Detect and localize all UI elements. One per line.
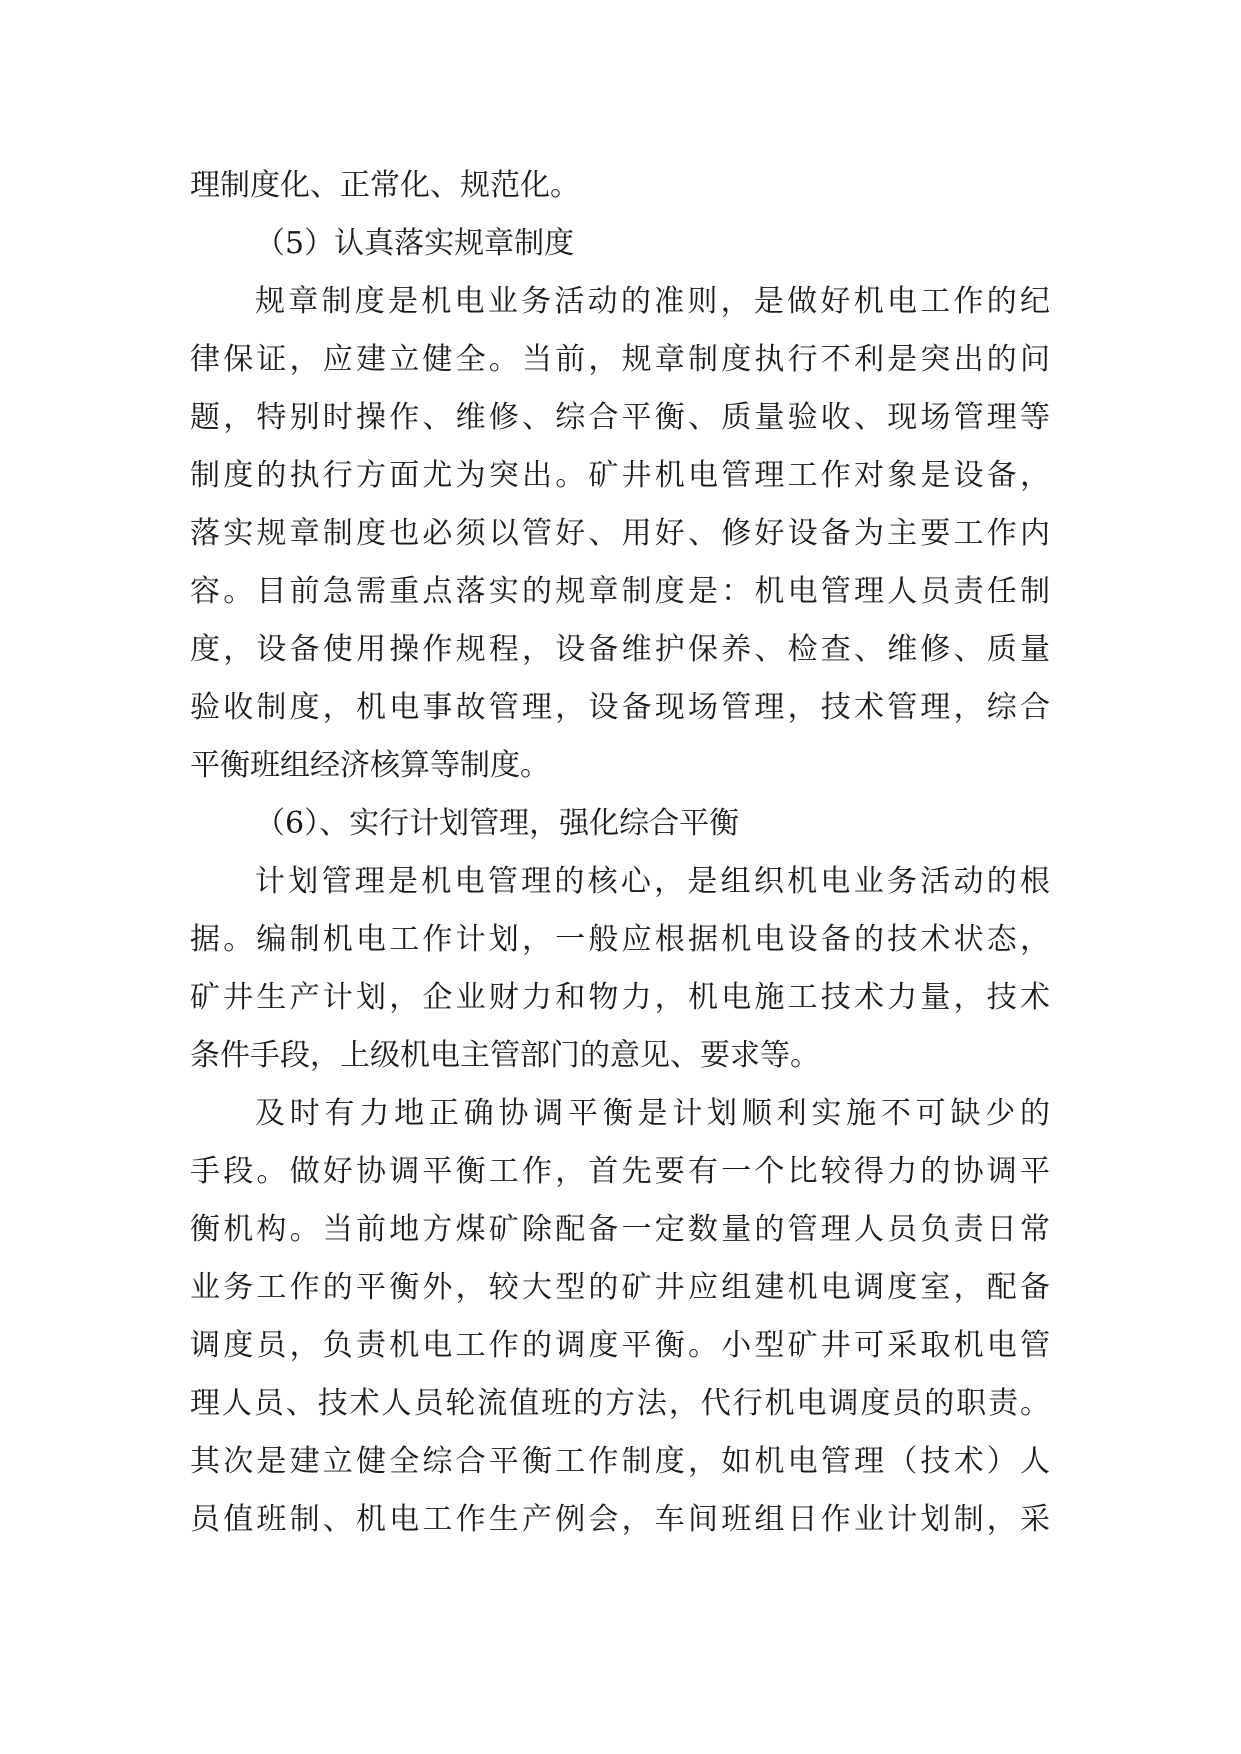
text-line: 律保证，应建立健全。当前，规章制度执行不利是突出的问 bbox=[190, 342, 1050, 377]
text-line: 理人员、技术人员轮流值班的方法，代行机电调度员的职责。 bbox=[190, 1386, 1050, 1421]
text-line: 落实规章制度也必须以管好、用好、修好设备为主要工作内 bbox=[190, 516, 1050, 551]
text-line: 业务工作的平衡外，较大型的矿井应组建机电调度室，配备 bbox=[190, 1270, 1050, 1305]
text-line: 计划管理是机电管理的核心，是组织机电业务活动的根 bbox=[255, 864, 1050, 899]
text-line: 容。目前急需重点落实的规章制度是：机电管理人员责任制 bbox=[190, 574, 1050, 609]
text-line: 调度员，负责机电工作的调度平衡。小型矿井可采取机电管 bbox=[190, 1328, 1050, 1363]
text-line: 规章制度是机电业务活动的准则，是做好机电工作的纪 bbox=[255, 284, 1050, 319]
section-heading-5: （5）认真落实规章制度 bbox=[255, 226, 575, 261]
text-line: 条件手段，上级机电主管部门的意见、要求等。 bbox=[190, 1038, 820, 1073]
text-line: 其次是建立健全综合平衡工作制度，如机电管理（技术）人 bbox=[190, 1444, 1050, 1479]
text-line: 验收制度，机电事故管理，设备现场管理，技术管理，综合 bbox=[190, 690, 1050, 725]
text-line: 手段。做好协调平衡工作，首先要有一个比较得力的协调平 bbox=[190, 1154, 1050, 1189]
text-line: 度，设备使用操作规程，设备维护保养、检查、维修、质量 bbox=[190, 632, 1050, 667]
text-line: 据。编制机电工作计划，一般应根据机电设备的技术状态， bbox=[190, 922, 1050, 957]
text-line: 员值班制、机电工作生产例会，车间班组日作业计划制，采 bbox=[190, 1502, 1050, 1537]
text-line: 题，特别时操作、维修、综合平衡、质量验收、现场管理等 bbox=[190, 400, 1050, 435]
text-line: 制度的执行方面尤为突出。矿井机电管理工作对象是设备， bbox=[190, 458, 1050, 493]
text-line: 理制度化、正常化、规范化。 bbox=[190, 168, 580, 203]
section-heading-6: （6）、实行计划管理，强化综合平衡 bbox=[255, 806, 740, 841]
text-line: 及时有力地正确协调平衡是计划顺利实施不可缺少的 bbox=[255, 1096, 1050, 1131]
text-line: 矿井生产计划，企业财力和物力，机电施工技术力量，技术 bbox=[190, 980, 1050, 1015]
text-line: 平衡班组经济核算等制度。 bbox=[190, 748, 550, 783]
text-line: 衡机构。当前地方煤矿除配备一定数量的管理人员负责日常 bbox=[190, 1212, 1050, 1247]
